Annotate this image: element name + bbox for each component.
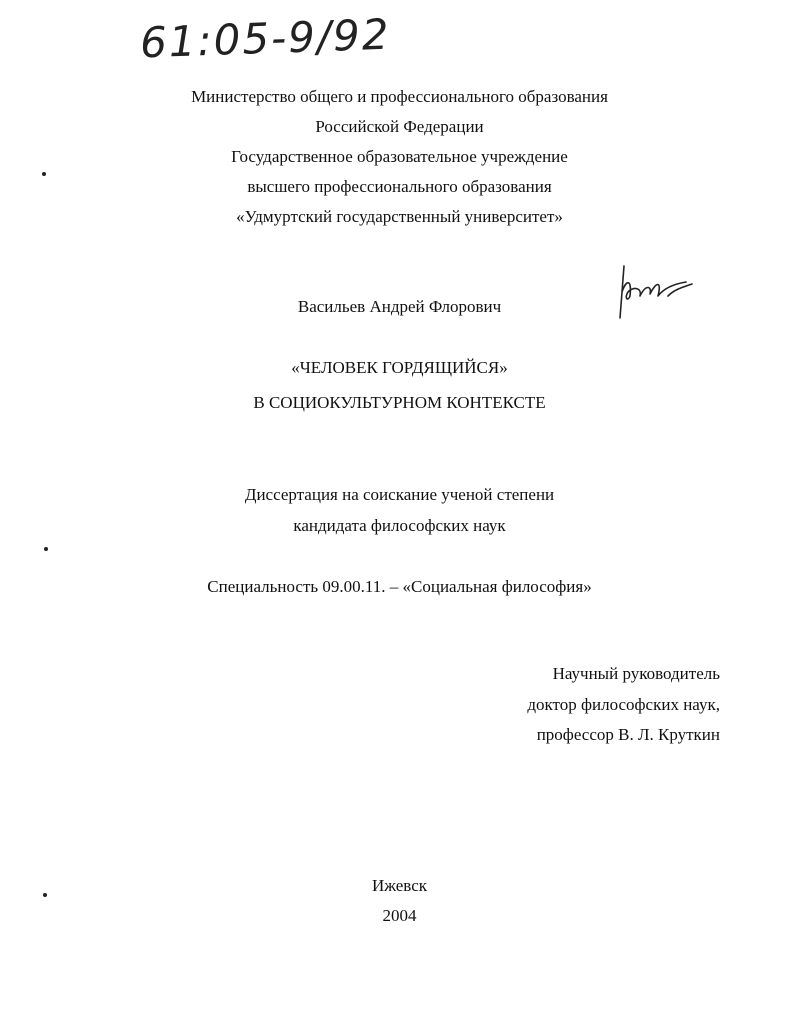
degree-line2: кандидата философских наук	[293, 516, 506, 535]
year: 2004	[382, 906, 417, 925]
signature-mark	[612, 262, 702, 322]
scan-speck	[44, 547, 48, 551]
federation-line: Российской Федерации	[315, 117, 484, 136]
scan-speck	[43, 893, 47, 897]
archive-mark: 61:05-9/92	[139, 9, 392, 68]
institution-type-line: Государственное образовательное учреждение	[231, 147, 568, 166]
supervisor-degree: доктор философских наук,	[527, 695, 720, 714]
supervisor-name: профессор В. Л. Круткин	[536, 725, 720, 744]
specialty-line: Специальность 09.00.11. – «Социальная философия»	[207, 577, 592, 596]
degree-line1: Диссертация на соискание ученой степени	[244, 485, 555, 504]
scan-speck	[42, 172, 46, 176]
dissertation-title-line1: «ЧЕЛОВЕК ГОРДЯЩИЙСЯ»	[291, 358, 508, 377]
author-name: Васильев Андрей Флорович	[297, 297, 502, 316]
education-level-line: высшего профессионального образования	[247, 177, 552, 196]
city: Ижевск	[371, 876, 428, 895]
ministry-line: Министерство общего и профессионального образования	[191, 87, 608, 106]
supervisor-title: Научный руководитель	[552, 664, 720, 683]
dissertation-title-line2: В СОЦИОКУЛЬТУРНОМ КОНТЕКСТЕ	[253, 393, 546, 412]
university-name: «Удмуртский государственный университет»	[236, 207, 563, 226]
